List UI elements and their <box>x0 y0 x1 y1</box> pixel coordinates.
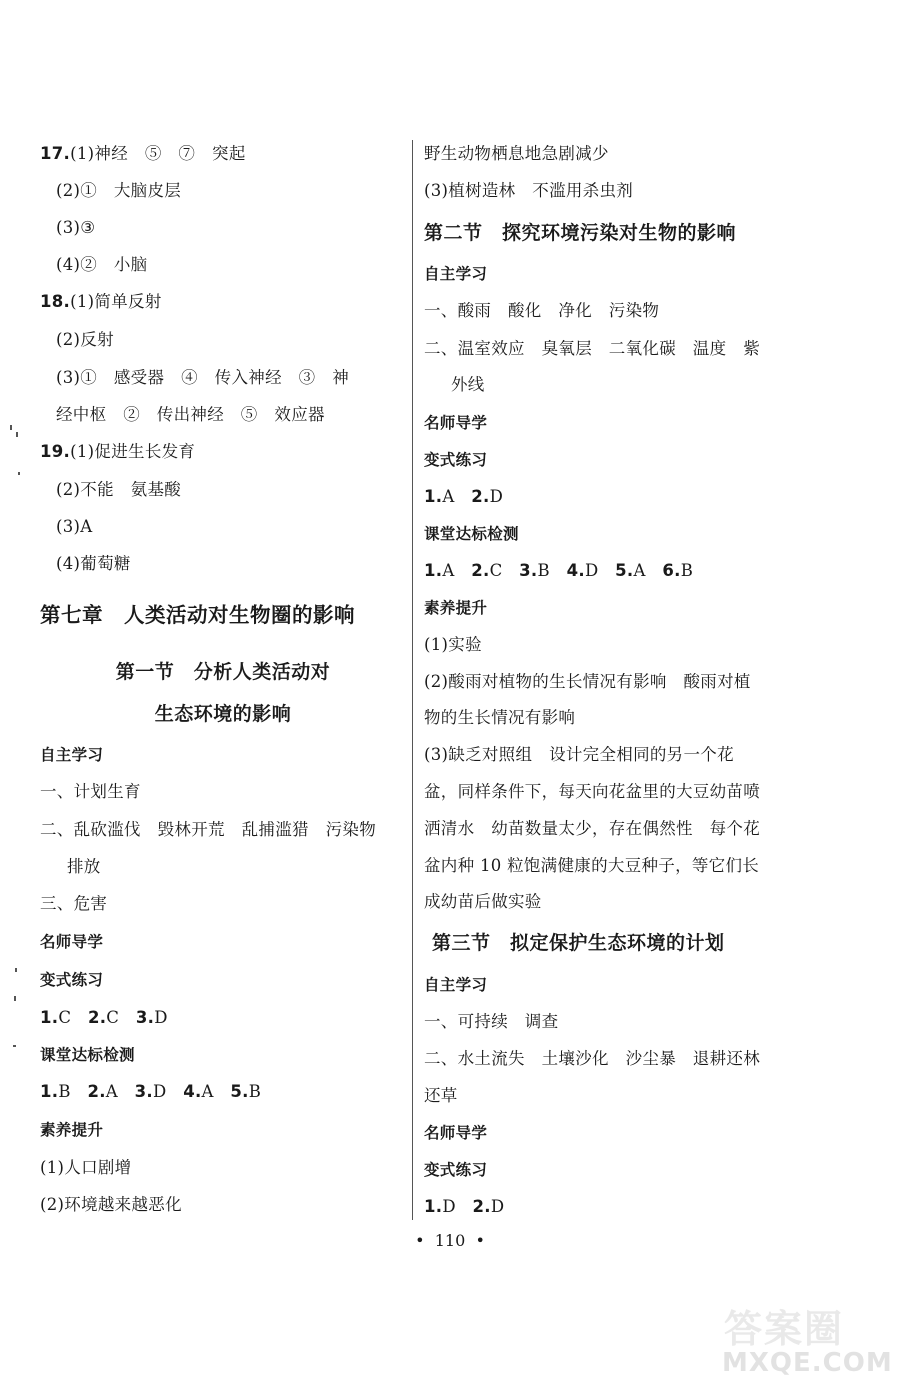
suyang2-item3: (3)缺乏对照组 设计完全相同的另一个花 <box>424 745 734 764</box>
section1-title-line2: 生态环境的影响 <box>154 703 292 725</box>
q19-line4: (4)葡萄糖 <box>56 554 131 573</box>
heading-mingshi: 名师导学 <box>40 933 104 951</box>
zizhu3-item1: 一、可持续 调查 <box>424 1012 559 1031</box>
cont-line1: 野生动物栖息地急剧减少 <box>424 144 609 163</box>
q19-line2: (2)不能 氨基酸 <box>56 480 182 499</box>
suyang2-item3-cont4: 成幼苗后做实验 <box>424 892 542 911</box>
q17-line4: (4)② 小脑 <box>56 255 148 274</box>
heading-mingshi-3: 名师导学 <box>424 1124 488 1142</box>
q18-line3: (3)① 感受器 ④ 传入神经 ③ 神 <box>56 368 350 387</box>
heading-suyang-2: 素养提升 <box>424 599 488 617</box>
section3-title: 第三节 拟定保护生态环境的计划 <box>432 932 725 954</box>
ketang2-answers: 1.A 2.C 3.B 4.D 5.A 6.B <box>424 561 694 580</box>
bianshi-answers: 1.C 2.C 3.D <box>40 1008 168 1027</box>
zizhu-item2-cont: 排放 <box>67 857 101 876</box>
q18-line4: 经中枢 ② 传出神经 ⑤ 效应器 <box>56 405 325 424</box>
cont-line2: (3)植树造林 不滥用杀虫剂 <box>424 181 634 200</box>
heading-zizhu: 自主学习 <box>40 746 104 764</box>
heading-zizhu-3: 自主学习 <box>424 976 488 994</box>
q17-line2: (2)① 大脑皮层 <box>56 181 182 200</box>
scan-speck <box>15 968 17 972</box>
heading-suyang: 素养提升 <box>40 1121 104 1139</box>
zizhu-item1: 一、计划生育 <box>40 782 141 801</box>
scan-speck <box>10 425 12 430</box>
section2-title: 第二节 探究环境污染对生物的影响 <box>424 222 737 244</box>
suyang2-item1: (1)实验 <box>424 635 482 654</box>
scan-speck <box>13 1045 16 1047</box>
suyang2-item3-cont2: 洒清水 幼苗数量太少，存在偶然性 每个花 <box>424 819 760 838</box>
zizhu3-item2-cont: 还草 <box>424 1086 458 1105</box>
q18-line2: (2)反射 <box>56 330 114 349</box>
q18-line1: 18.(1)简单反射 <box>40 292 162 311</box>
zizhu3-item2: 二、水土流失 土壤沙化 沙尘暴 退耕还林 <box>424 1049 760 1068</box>
q17-line3: (3)③ <box>56 218 96 237</box>
suyang-item2: (2)环境越来越恶化 <box>40 1195 182 1214</box>
bianshi2-answers: 1.A 2.D <box>424 487 504 506</box>
heading-bianshi-3: 变式练习 <box>424 1161 488 1179</box>
q17-line1: 17.(1)神经 ⑤ ⑦ 突起 <box>40 144 246 163</box>
q19-line1: 19.(1)促进生长发育 <box>40 442 196 461</box>
bianshi3-answers: 1.D 2.D <box>424 1197 505 1216</box>
section1-title-line1: 第一节 分析人类活动对 <box>115 661 331 683</box>
suyang-item1: (1)人口剧增 <box>40 1158 132 1177</box>
zizhu-item3: 三、危害 <box>40 894 108 913</box>
heading-zizhu-2: 自主学习 <box>424 265 488 283</box>
watermark-top-text: 答案圈 <box>724 1307 845 1351</box>
zizhu2-item1: 一、酸雨 酸化 净化 污染物 <box>424 301 660 320</box>
chapter-title: 第七章 人类活动对生物圈的影响 <box>40 603 355 627</box>
scan-speck <box>18 472 20 475</box>
q19-line3: (3)A <box>56 517 93 536</box>
zizhu-item2: 二、乱砍滥伐 毁林开荒 乱捕滥猎 污染物 <box>40 820 376 839</box>
column-divider <box>412 140 413 1220</box>
watermark-bottom-text: MXQE.COM <box>722 1348 893 1378</box>
zizhu2-item2: 二、温室效应 臭氧层 二氧化碳 温度 紫 <box>424 339 760 358</box>
suyang2-item3-cont3: 盆内种 10 粒饱满健康的大豆种子，等它们长 <box>424 856 760 875</box>
scan-speck <box>14 996 16 1001</box>
page-number: • 110 • <box>415 1231 485 1250</box>
suyang2-item3-cont1: 盆，同样条件下，每天向花盆里的大豆幼苗喷 <box>424 782 760 801</box>
scan-speck <box>16 432 18 437</box>
watermark-logo <box>722 1298 892 1384</box>
ketang-answers: 1.B 2.A 3.D 4.A 5.B <box>40 1082 262 1101</box>
suyang2-item2: (2)酸雨对植物的生长情况有影响 酸雨对植 <box>424 672 751 691</box>
zizhu2-item2-cont: 外线 <box>451 375 485 394</box>
heading-bianshi-2: 变式练习 <box>424 451 488 469</box>
heading-ketang: 课堂达标检测 <box>40 1046 135 1064</box>
suyang2-item2-cont: 物的生长情况有影响 <box>424 708 576 727</box>
heading-mingshi-2: 名师导学 <box>424 414 488 432</box>
heading-ketang-2: 课堂达标检测 <box>424 525 519 543</box>
heading-bianshi: 变式练习 <box>40 971 104 989</box>
